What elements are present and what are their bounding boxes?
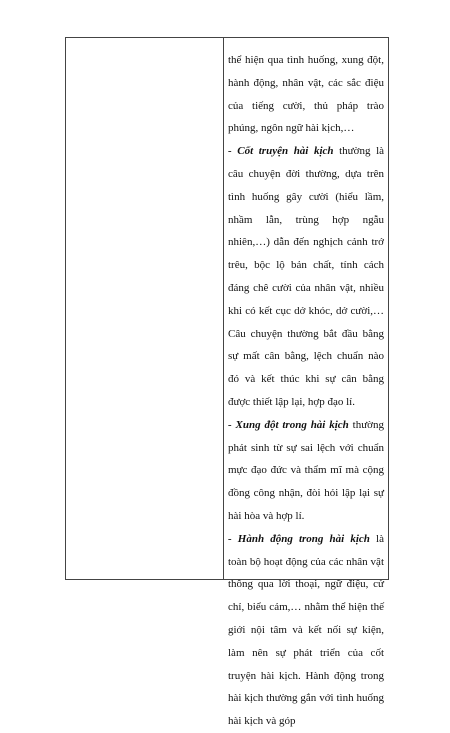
conflict-text: thường phát sinh từ sự sai lệch với chuẩn mực đạo đức và thẩm mĩ mà cộng đồng công nhận, đòi hỏi lập lại sự hài hòa và hợp lí. xyxy=(228,418,384,522)
conflict-paragraph xyxy=(228,414,384,528)
left-empty-cell xyxy=(66,38,223,579)
action-heading: - Hành động trong hài kịch xyxy=(228,532,370,545)
column-divider xyxy=(223,38,224,579)
plot-heading: - Cốt truyện hài kịch xyxy=(228,145,334,158)
action-paragraph xyxy=(228,528,384,733)
content-table xyxy=(65,37,389,728)
plot-paragraph xyxy=(228,140,384,414)
action-text: là toàn bộ hoạt động của các nhân vật thông qua lời thoại, ngữ điệu, cử chỉ, biểu cảm,… nhằm thể hiện thế giới nội tâm và kết nối sự kiện, làm nên sự phát triển của cốt truyện hài kịch. Hành động trong hài kịch thường gắn với tình huống hài kịch và góp xyxy=(228,532,384,728)
plot-text: thường là câu chuyện đời thường, dựa trên tình huống gây cười (hiểu lầm, nhầm lẫn, trùng hợp ngẫu nhiên,…) dẫn đến nghịch cảnh trớ trêu, bộc lộ bản chất, tính cách đáng chê cười của nhân vật, nhiều khi có kết cục dở khóc, dở cười,… Câu chuyện thường bắt đầu bằng sự mất cân bằng, lệch chuẩn nào đó và kết thúc khi sự cân bằng được thiết lập lại, hợp đạo lí. xyxy=(228,145,385,408)
right-text-cell xyxy=(228,49,384,733)
intro-paragraph: thể hiện qua tình huống, xung đột, hành động, nhân vật, các sắc điệu của tiếng cười, thủ pháp trào phúng, ngôn ngữ hài kịch,… xyxy=(228,54,384,135)
conflict-heading: - Xung đột trong hài kịch xyxy=(228,418,349,431)
